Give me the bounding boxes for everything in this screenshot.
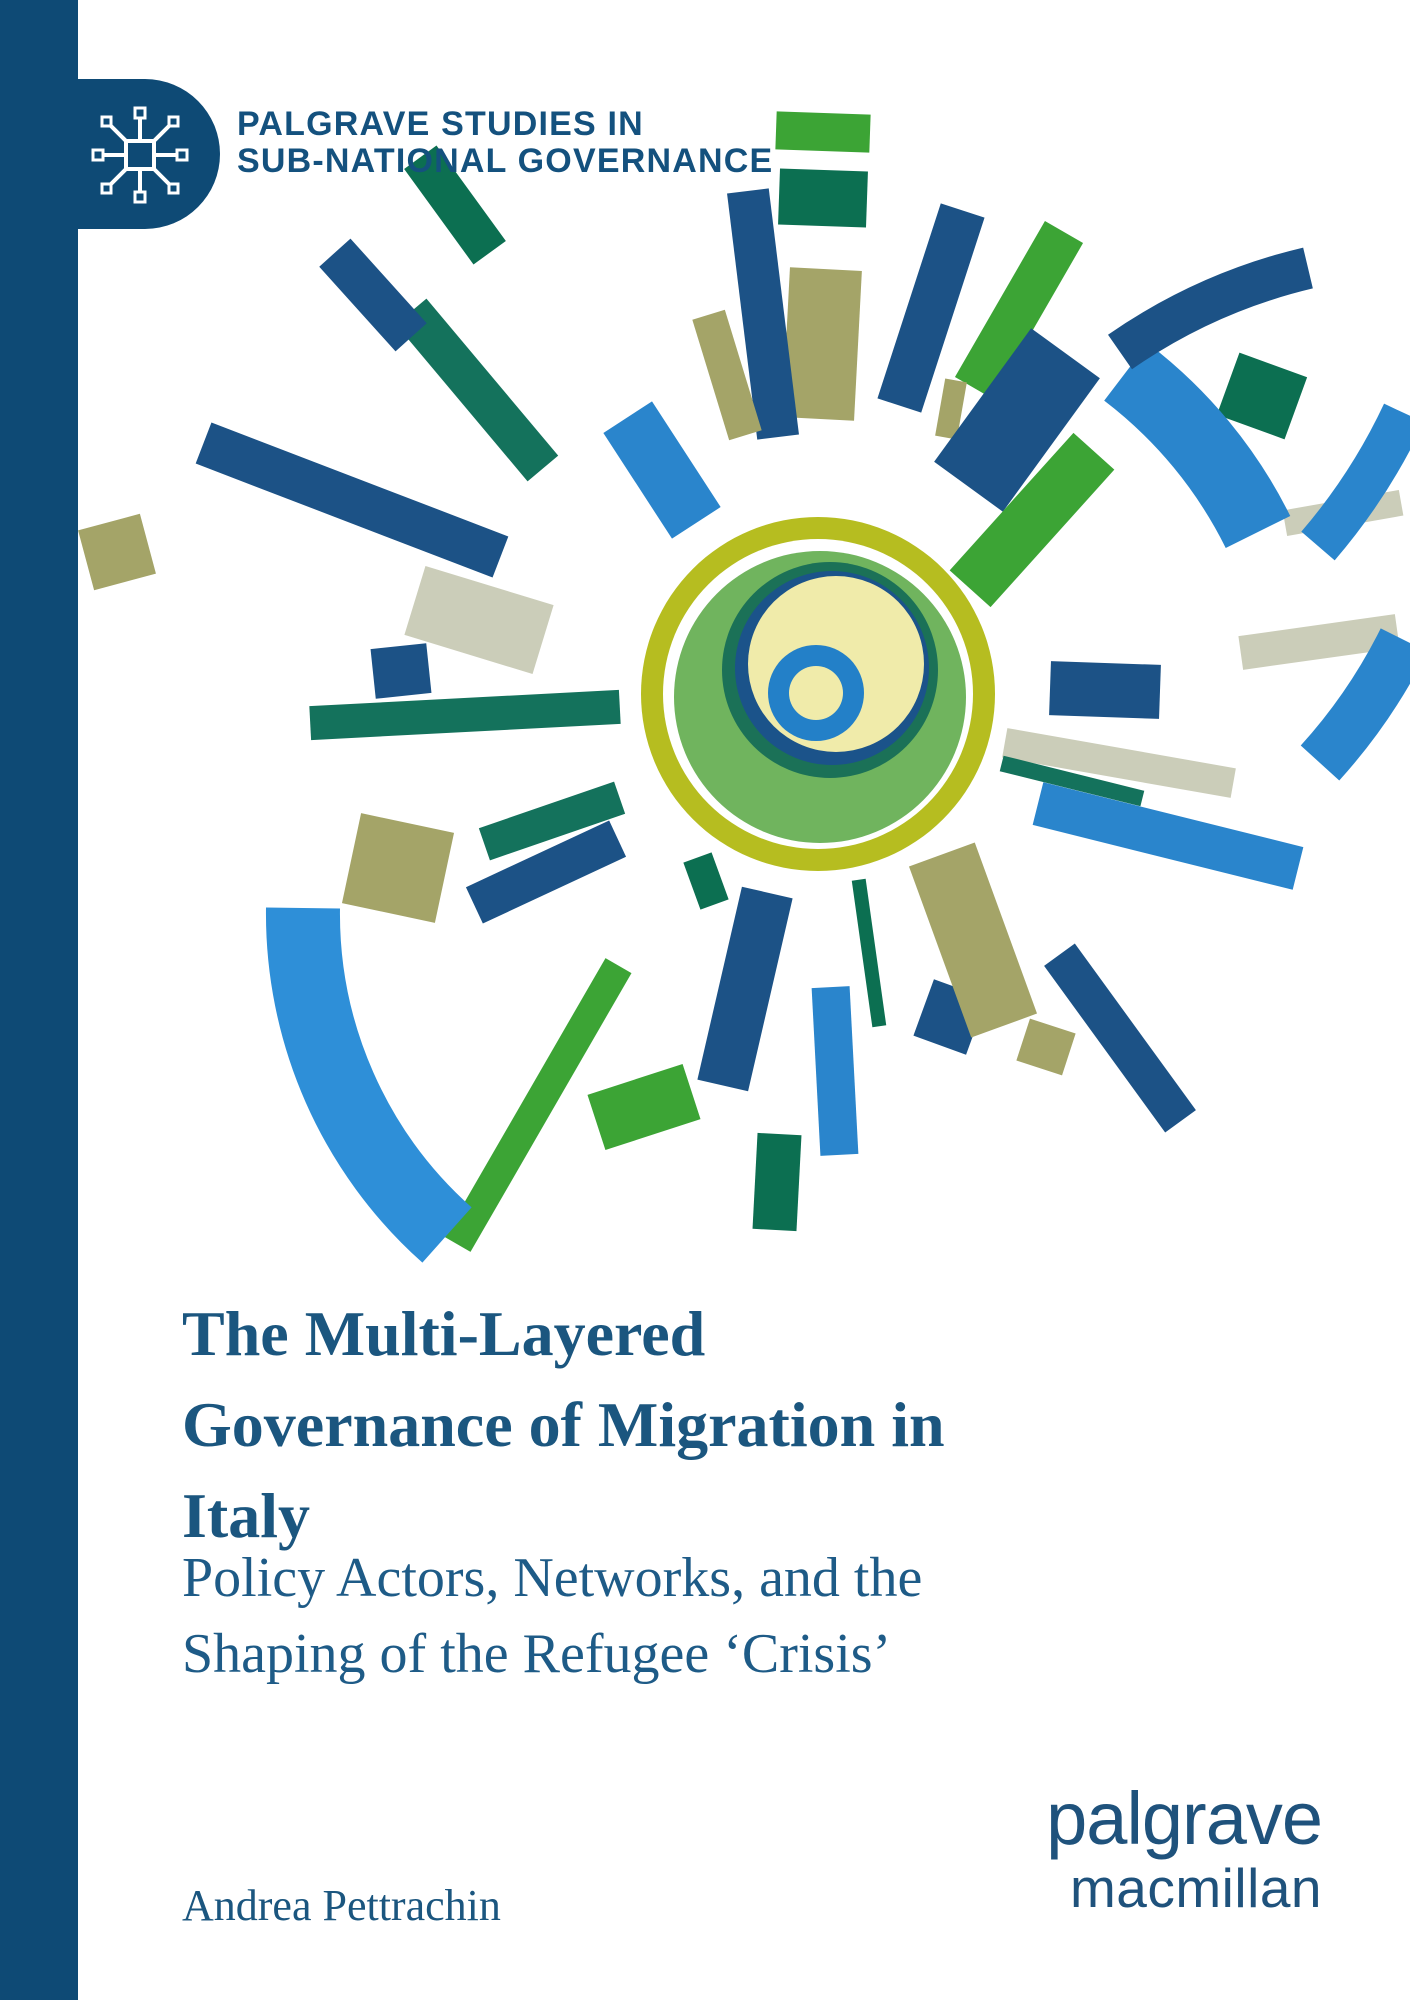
publisher-name-macmillan: macmillan [1069, 1857, 1322, 1919]
sunburst-bar [697, 887, 792, 1092]
author-name: Andrea Pettrachin [182, 1881, 501, 1930]
sunburst-bar [319, 239, 426, 352]
book-title [182, 1288, 945, 1561]
sunburst-bar [603, 401, 720, 538]
sunburst-bar [852, 879, 886, 1028]
sunburst-arc [1320, 640, 1404, 763]
left-edge-bar [0, 0, 78, 2000]
sunburst-bar [309, 690, 620, 740]
sunburst-bar [812, 986, 859, 1156]
sunburst-bar [371, 643, 432, 699]
publisher-name-palgrave: palgrave [1046, 1777, 1322, 1860]
book-subtitle-line1: Policy Actors, Networks, and the [182, 1547, 923, 1609]
sunburst-bar [342, 813, 454, 923]
sunburst-bar [753, 1133, 802, 1231]
sunburst-arc [1120, 268, 1308, 352]
sunburst-bar [778, 168, 868, 227]
sunburst-bar [683, 852, 728, 909]
book-title-line3: Italy [182, 1480, 310, 1551]
series-emblem [0, 79, 220, 229]
sunburst-arc [1318, 413, 1404, 546]
publisher-wordmark [1046, 1777, 1322, 1919]
book-subtitle [182, 1540, 922, 1692]
palgrave-compass-icon [84, 99, 196, 211]
series-title-line2: SUB-NATIONAL GOVERNANCE [237, 142, 774, 180]
series-title-line1: PALGRAVE STUDIES IN [237, 105, 644, 143]
sunburst-bar [587, 1064, 700, 1150]
sunburst-bar [1049, 661, 1161, 719]
sunburst-ring [789, 666, 843, 720]
sunburst-bar [775, 111, 870, 152]
book-title-line1: The Multi-Layered [182, 1298, 706, 1369]
sunburst-bar [196, 422, 509, 577]
series-title [237, 106, 773, 180]
sunburst-bar [78, 514, 156, 590]
sunburst-bar [1016, 1019, 1075, 1076]
book-subtitle-line2: Shaping of the Refugee ‘Crisis’ [182, 1623, 892, 1685]
sunburst-bar [1033, 782, 1304, 890]
sunburst-arc [303, 908, 447, 1235]
book-title-line2: Governance of Migration in [182, 1389, 945, 1460]
